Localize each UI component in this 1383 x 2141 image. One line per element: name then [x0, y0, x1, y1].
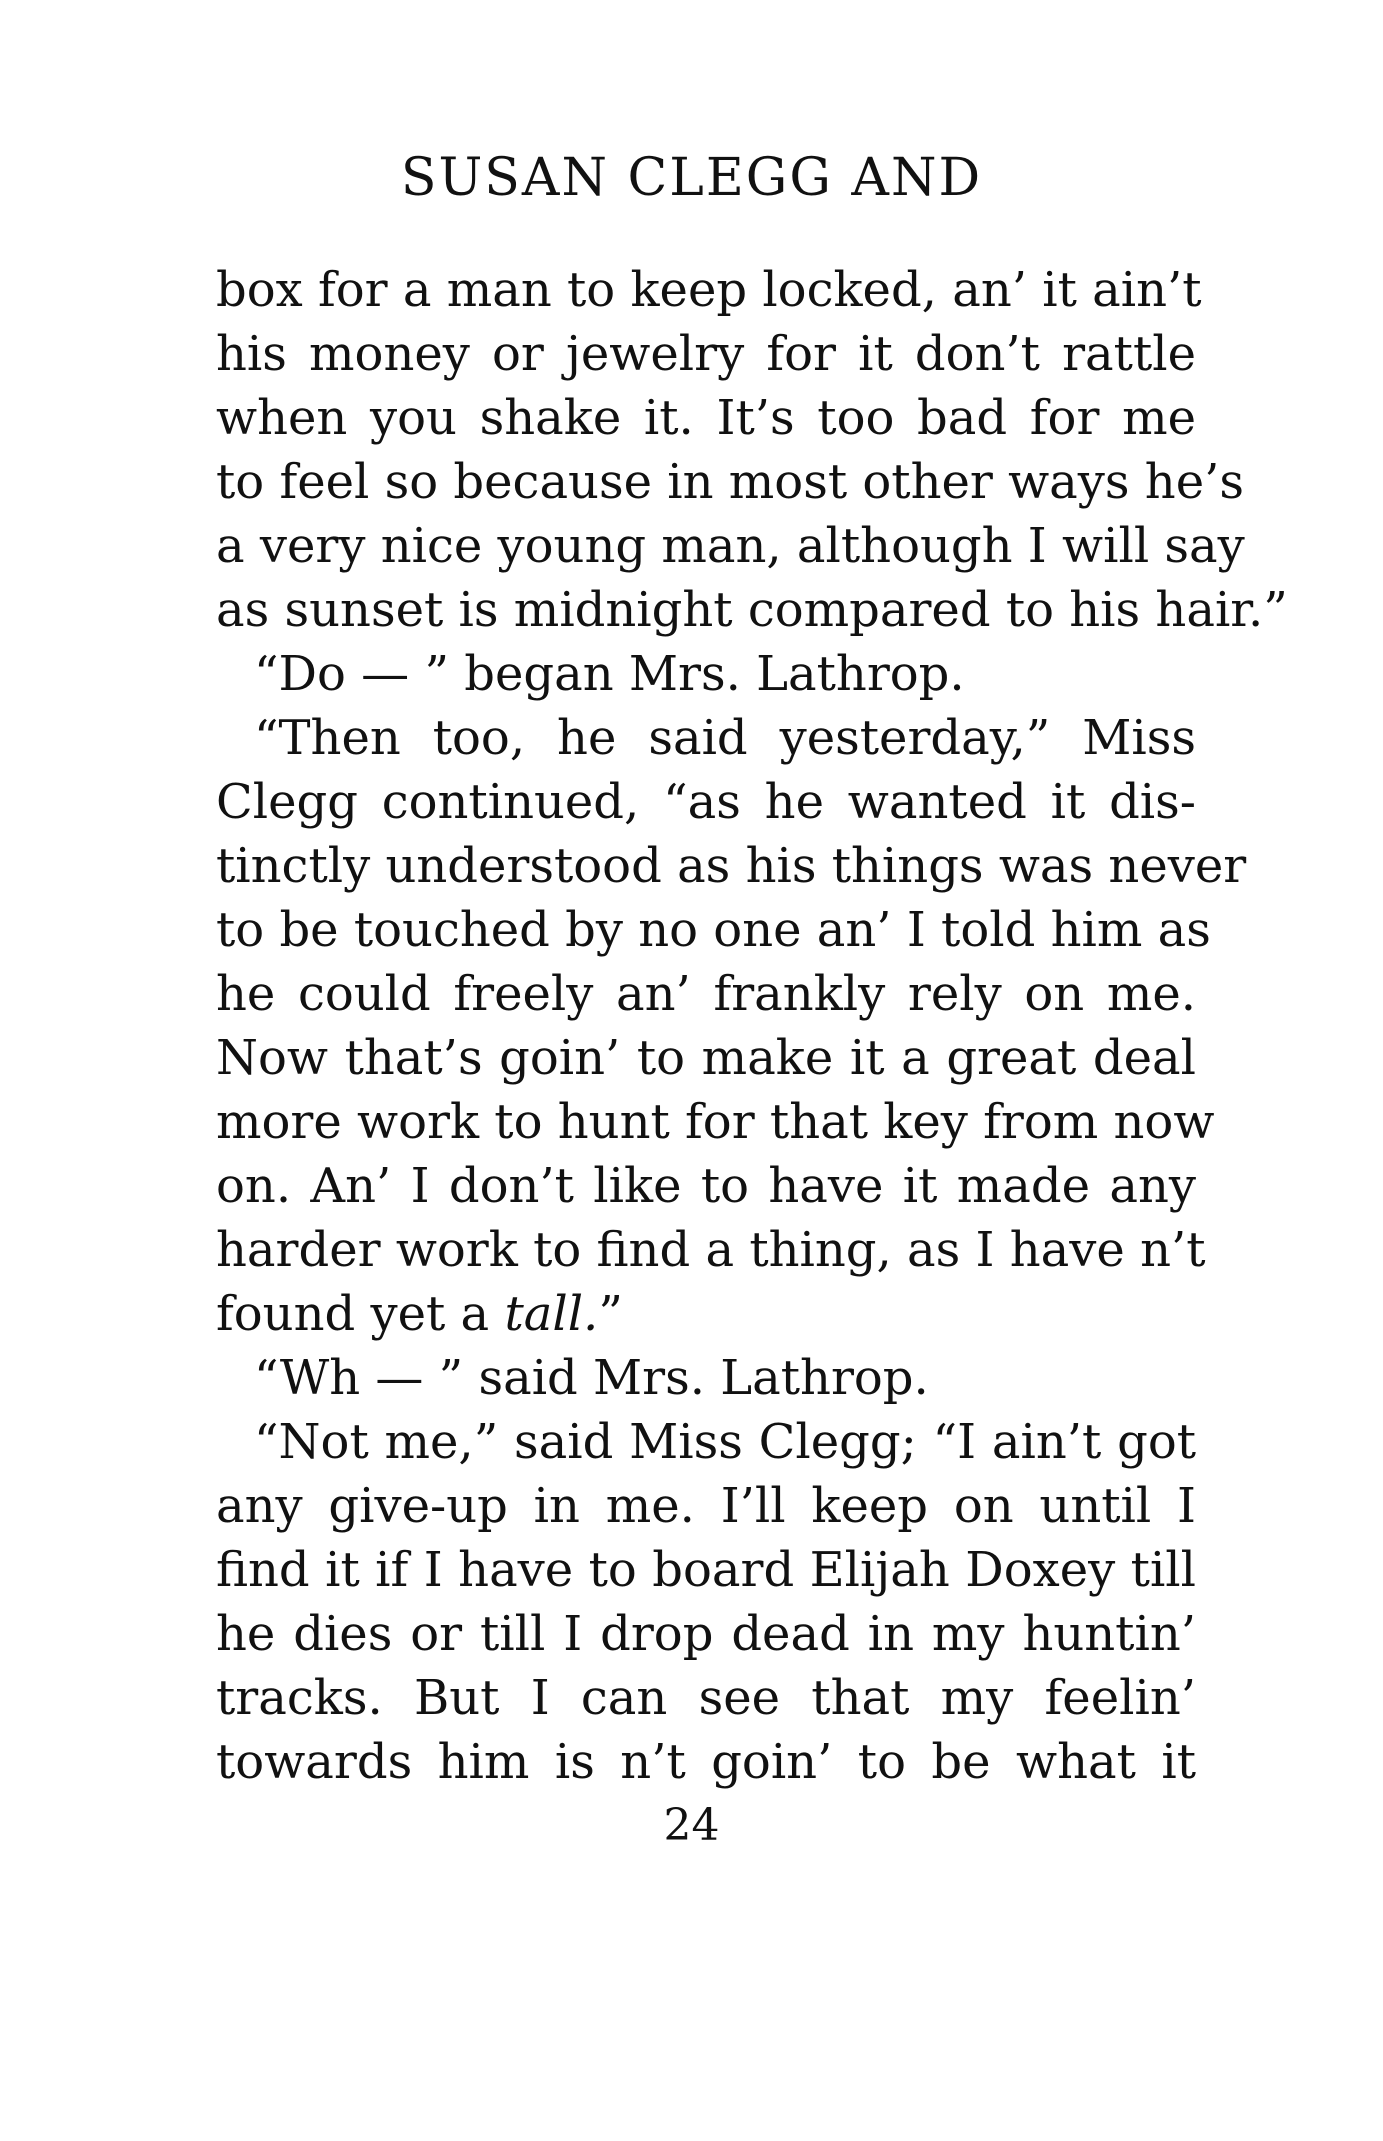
- text-line: as sunset is midnight compared to his hair.”: [216, 582, 1288, 638]
- text-line: “Do — ” began Mrs. Lathrop.: [254, 646, 965, 702]
- text-line: to be touched by no one an’ I told him as: [216, 902, 1211, 958]
- text-line: to feel so because in most other ways he’s: [216, 454, 1245, 510]
- text-line: any give-up in me. I’ll keep on until I: [216, 1478, 1196, 1534]
- text-line: his money or jewelry for it don’t rattle: [216, 326, 1196, 382]
- text-fragment: found yet a: [216, 1286, 490, 1342]
- text-line-with-italic: [216, 1282, 1196, 1346]
- text-line: “Not me,” said Miss Clegg; “I ain’t got: [254, 1414, 1196, 1470]
- text-line: towards him is n’t goin’ to be what it: [216, 1734, 1196, 1790]
- text-line: he dies or till I drop dead in my huntin’: [216, 1606, 1196, 1662]
- text-line: Now that’s goin’ to make it a great deal: [216, 1030, 1196, 1086]
- text-line: tracks. But I can see that my feelin’: [216, 1670, 1196, 1726]
- text-line: “Wh — ” said Mrs. Lathrop.: [254, 1350, 929, 1406]
- text-line: a very nice young man, although I will say: [216, 518, 1245, 574]
- text-line: more work to hunt for that key from now: [216, 1094, 1215, 1150]
- italic-word: tall.: [504, 1286, 599, 1342]
- text-line: on. An’ I don’t like to have it made any: [216, 1158, 1196, 1214]
- text-line: tinctly understood as his things was never: [216, 838, 1247, 894]
- text-line: he could freely an’ frankly rely on me.: [216, 966, 1196, 1022]
- text-line: box for a man to keep locked, an’ it ain’t: [216, 262, 1202, 318]
- text-line: harder work to find a thing, as I have n’t: [216, 1222, 1206, 1278]
- page-text: [216, 258, 1288, 1794]
- text-line: when you shake it. It’s too bad for me: [216, 390, 1196, 446]
- text-line: “Then too, he said yesterday,” Miss: [254, 710, 1196, 766]
- text-line: Clegg continued, “as he wanted it dis-: [216, 774, 1196, 830]
- page-number: 24: [663, 1800, 720, 1851]
- closing-quote: ”: [598, 1286, 623, 1342]
- running-head: SUSAN CLEGG AND: [400, 148, 983, 208]
- text-line: find it if I have to board Elijah Doxey till: [216, 1542, 1196, 1598]
